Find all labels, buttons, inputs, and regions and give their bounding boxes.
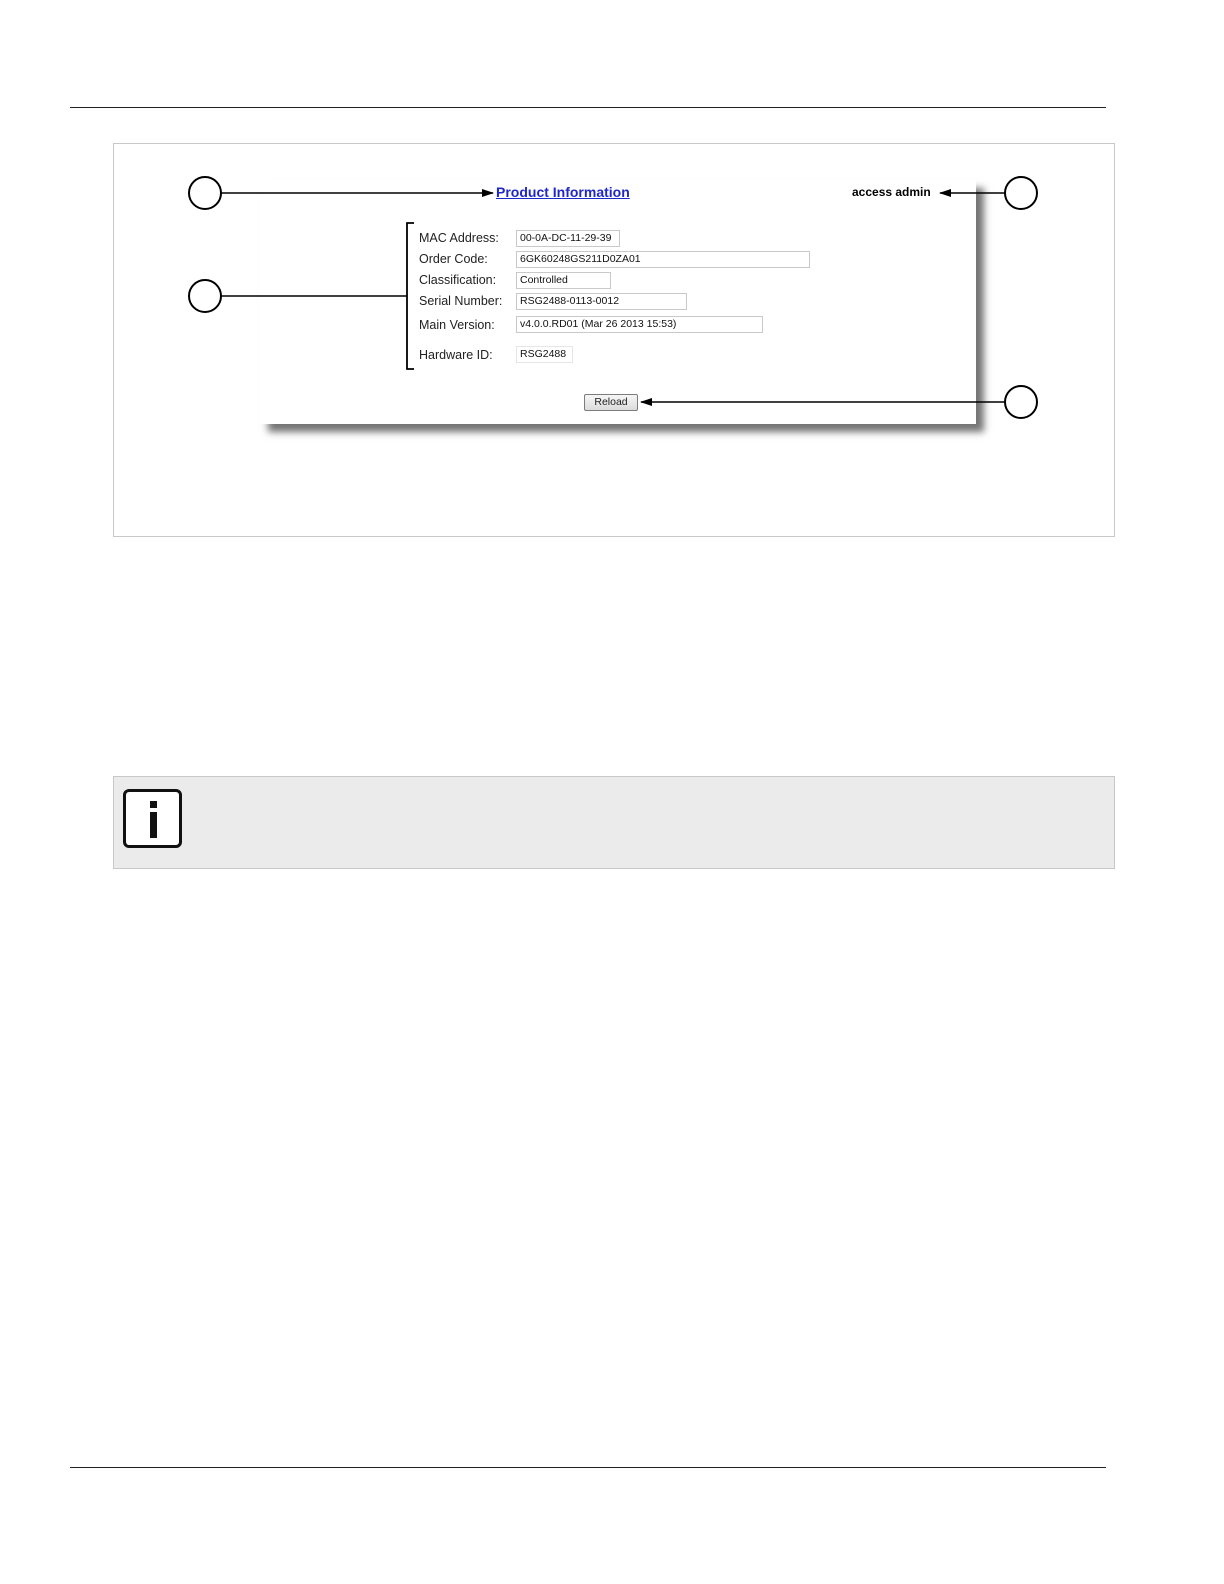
classification-label: Classification:	[419, 273, 497, 287]
info-icon	[123, 789, 182, 848]
main-version-value: v4.0.0.RD01 (Mar 26 2013 15:53)	[516, 316, 763, 333]
serial-number-label: Serial Number:	[419, 294, 503, 308]
mac-address-label: MAC Address:	[419, 231, 499, 245]
classification-value: Controlled	[516, 272, 611, 289]
access-level-label: access admin	[852, 185, 931, 199]
order-code-label: Order Code:	[419, 252, 488, 266]
reload-button[interactable]: Reload	[584, 394, 638, 411]
hardware-id-label: Hardware ID:	[419, 348, 493, 362]
main-version-label: Main Version:	[419, 318, 495, 332]
hardware-id-value: RSG2488	[516, 346, 573, 363]
mac-address-value: 00-0A-DC-11-29-39	[516, 230, 620, 247]
header-rule	[70, 107, 1106, 108]
product-information-link[interactable]: Product Information	[496, 184, 630, 200]
footer-rule	[70, 1467, 1106, 1468]
note-box	[113, 776, 1115, 869]
order-code-value: 6GK60248GS211D0ZA01	[516, 251, 810, 268]
serial-number-value: RSG2488-0113-0012	[516, 293, 687, 310]
